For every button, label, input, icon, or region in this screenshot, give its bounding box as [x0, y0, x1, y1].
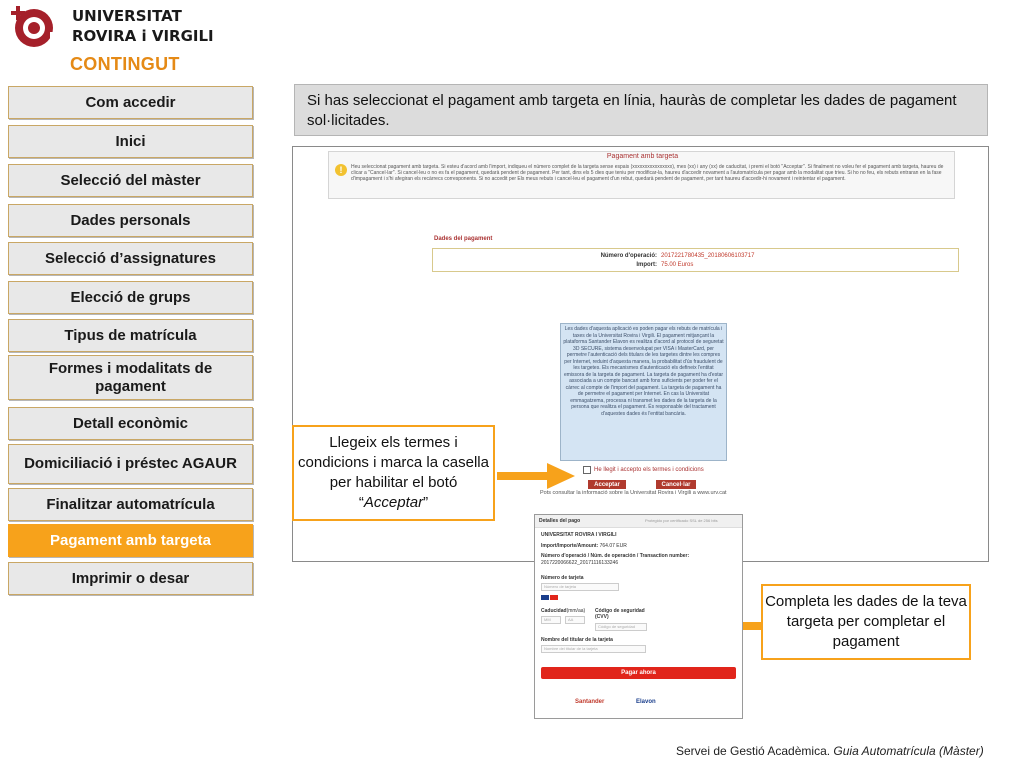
sidebar-item-label: Dades personals — [70, 211, 191, 229]
terms-box[interactable]: Les dades d'aquesta aplicació es poden pagar els rebuts de matrícula i taxes de la Universitat Rovira i Virgili. El pagament mitjançant la plataforma Santander Elavon es realitza d'acord al protocol de seguretat 3D SECURE, sistema desenvolupat per VISA i MasterCard, per permetre l'autenticació dels titulars de les targetes dintre les compres per Internet, reduint d'aquesta manera, la probabilitat d'ús fraudulent de les targetes. Els mecanismes d'autenticació els defineix l'entitat emissora de la targeta de pagament. La targeta de pagament ha d'estar associada a un compte bancari amb fons suficients per poder fer el càrrec al compte de l'import del pagament. La targeta de pagament ha de permetre el pagament per Internet. En cas la Universitat emmagatzema, processa ni transmet les dades de la targeta de la persona que realitza el pagament. És responsable del tractament d'aquestes dades és l'entitat bancària. — [560, 323, 727, 461]
sidebar-item[interactable] — [8, 86, 253, 119]
payment-panel-title: Pagament amb targeta — [606, 153, 679, 160]
sidebar-item[interactable] — [8, 488, 253, 521]
accept-terms-row[interactable] — [583, 466, 704, 474]
university-name: UNIVERSITAT ROVIRA i VIRGILI — [72, 7, 214, 45]
sidebar-item[interactable] — [8, 164, 253, 197]
sidebar-item[interactable] — [8, 125, 253, 158]
cvv-label: Código de seguridad (CVV) — [595, 608, 645, 620]
cvv-input[interactable]: Código de seguridad — [595, 623, 647, 631]
accept-terms-label[interactable]: He llegit i accepto els termes i condicions — [594, 467, 704, 473]
sidebar-item-label: Detall econòmic — [72, 414, 189, 432]
accept-button[interactable]: Acceptar — [588, 480, 626, 489]
warning-icon: ! — [335, 164, 347, 176]
card-number-input[interactable]: Número de tarjeta — [541, 583, 619, 591]
urv-logo — [4, 4, 68, 48]
sidebar-item-label: Inici — [115, 132, 146, 150]
sidebar-item[interactable] — [8, 355, 253, 400]
sidebar-item-label: Elecció de grups — [70, 288, 191, 306]
payment-panel — [328, 151, 955, 199]
holder-label: Nombre del titular de la tarjeta — [541, 637, 613, 643]
callout-card: Completa les dades de la teva targeta per completar el pagament — [761, 584, 971, 660]
expiry-month-input[interactable]: MM — [541, 616, 561, 624]
amount-row: Import: 75.00 Euros — [636, 262, 694, 268]
sidebar-item[interactable] — [8, 319, 253, 352]
instruction-box: Si has seleccionat el pagament amb targeta en línia, hauràs de completar les dades de pagament sol·licitades. — [294, 84, 988, 136]
sidebar-item-label: Formes i modalitats de pagament — [48, 359, 213, 395]
expiry-year-input[interactable]: AA — [565, 616, 585, 624]
sidebar-item[interactable] — [8, 242, 253, 275]
operation-row: Número d'operació: 2017221780435_20180606103717 — [600, 253, 755, 259]
sidebar-item[interactable] — [8, 444, 253, 484]
callout-terms-text: Llegeix els termes i condicions i marca la casella per habilitar el botó “Acceptar” — [298, 434, 489, 511]
sidebar-item[interactable] — [8, 204, 253, 237]
payment-data-label: Dades del pagament — [434, 236, 493, 242]
sidebar-item-label: Selecció del màster — [60, 171, 201, 189]
sidebar-item-label: Com accedir — [85, 93, 176, 111]
sidebar-item-label: Tipus de matrícula — [64, 326, 197, 344]
pay-now-button[interactable]: Pagar ahora — [541, 667, 736, 679]
santander-logo: Santander — [575, 699, 605, 705]
footer: Servei de Gestió Acadèmica. Guia Automatrícula (Màster) — [676, 744, 984, 758]
visa-mc-icon — [541, 595, 558, 602]
sidebar-item-label: Finalitzar automatrícula — [46, 495, 215, 513]
cancel-button[interactable]: Cancel·lar — [656, 480, 696, 489]
sidebar-item-label: Pagament amb targeta — [50, 531, 211, 549]
merchant-name: UNIVERSITAT ROVIRA I VIRGILI — [541, 532, 617, 538]
payment-data-box — [432, 248, 959, 272]
info-link[interactable]: Pots consultar la informació sobre la Universitat Rovira i Virgili a www.urv.cat — [540, 490, 727, 496]
sidebar-item[interactable] — [8, 562, 253, 595]
card-payment-form — [534, 514, 743, 719]
sidebar-item-label: Domiciliació i préstec AGAUR — [24, 455, 237, 472]
card-number-label: Número de tarjeta — [541, 575, 584, 581]
card-form-header: Detalles del pago Protegido por certificado SSL de 256 bits — [535, 515, 742, 528]
op-label: Número d'operació / Núm. de operación / Transaction number: — [541, 553, 690, 559]
expiry-label: Caducidad(mm/aa) — [541, 608, 586, 614]
sidebar-item[interactable] — [8, 524, 253, 557]
section-title: CONTINGUT — [70, 54, 180, 74]
accept-checkbox[interactable] — [583, 466, 591, 474]
callout-terms — [292, 425, 495, 521]
elavon-logo: Elavon — [636, 699, 656, 705]
sidebar-item-label: Selecció d’assignatures — [45, 249, 216, 267]
sidebar-item-label: Imprimir o desar — [71, 569, 190, 587]
op-value: 2017220066622_20171116133246 — [541, 560, 619, 566]
holder-input[interactable]: Nombre del titular de la tarjeta — [541, 645, 646, 653]
payment-note: Heu seleccionat pagament amb targeta. Si esteu d'acord amb l'import, indiqueu el número complet de la targeta sense espais (xxxxxxxxxxxxxxxx), mes (xx) i any (xx) de caducitat, i premi el botó "Acceptar". Si finalment no voleu fer el pagament amb targeta, haureu de clicar a "Cancel·lar". Si cancel·leu o no es fa el pagament, quedarà pendent de pagament. Per tant, dins els 5 dies que teniu per modificar-la, haureu d'accedir novament a l'automatrícula per pagar amb la modalitat que trieu. Si ho no feu, els rebuts entraran en la fase d'impagament i s'hi afegiran els recàrrecs corresponents. Si no accedit per Els meus rebuts i cancel·leu el pagament d'un rebut, quedarà pendent de pagament, per tant haureu d'accedir-hi novament i reintentar el pagament. — [351, 164, 944, 182]
bank-logos — [575, 699, 656, 705]
arrow-right-icon — [497, 461, 577, 491]
sidebar-item[interactable] — [8, 407, 253, 440]
amount-row: Import/Importe/Amount: 764.07 EUR — [541, 543, 627, 549]
sidebar-item[interactable] — [8, 281, 253, 314]
